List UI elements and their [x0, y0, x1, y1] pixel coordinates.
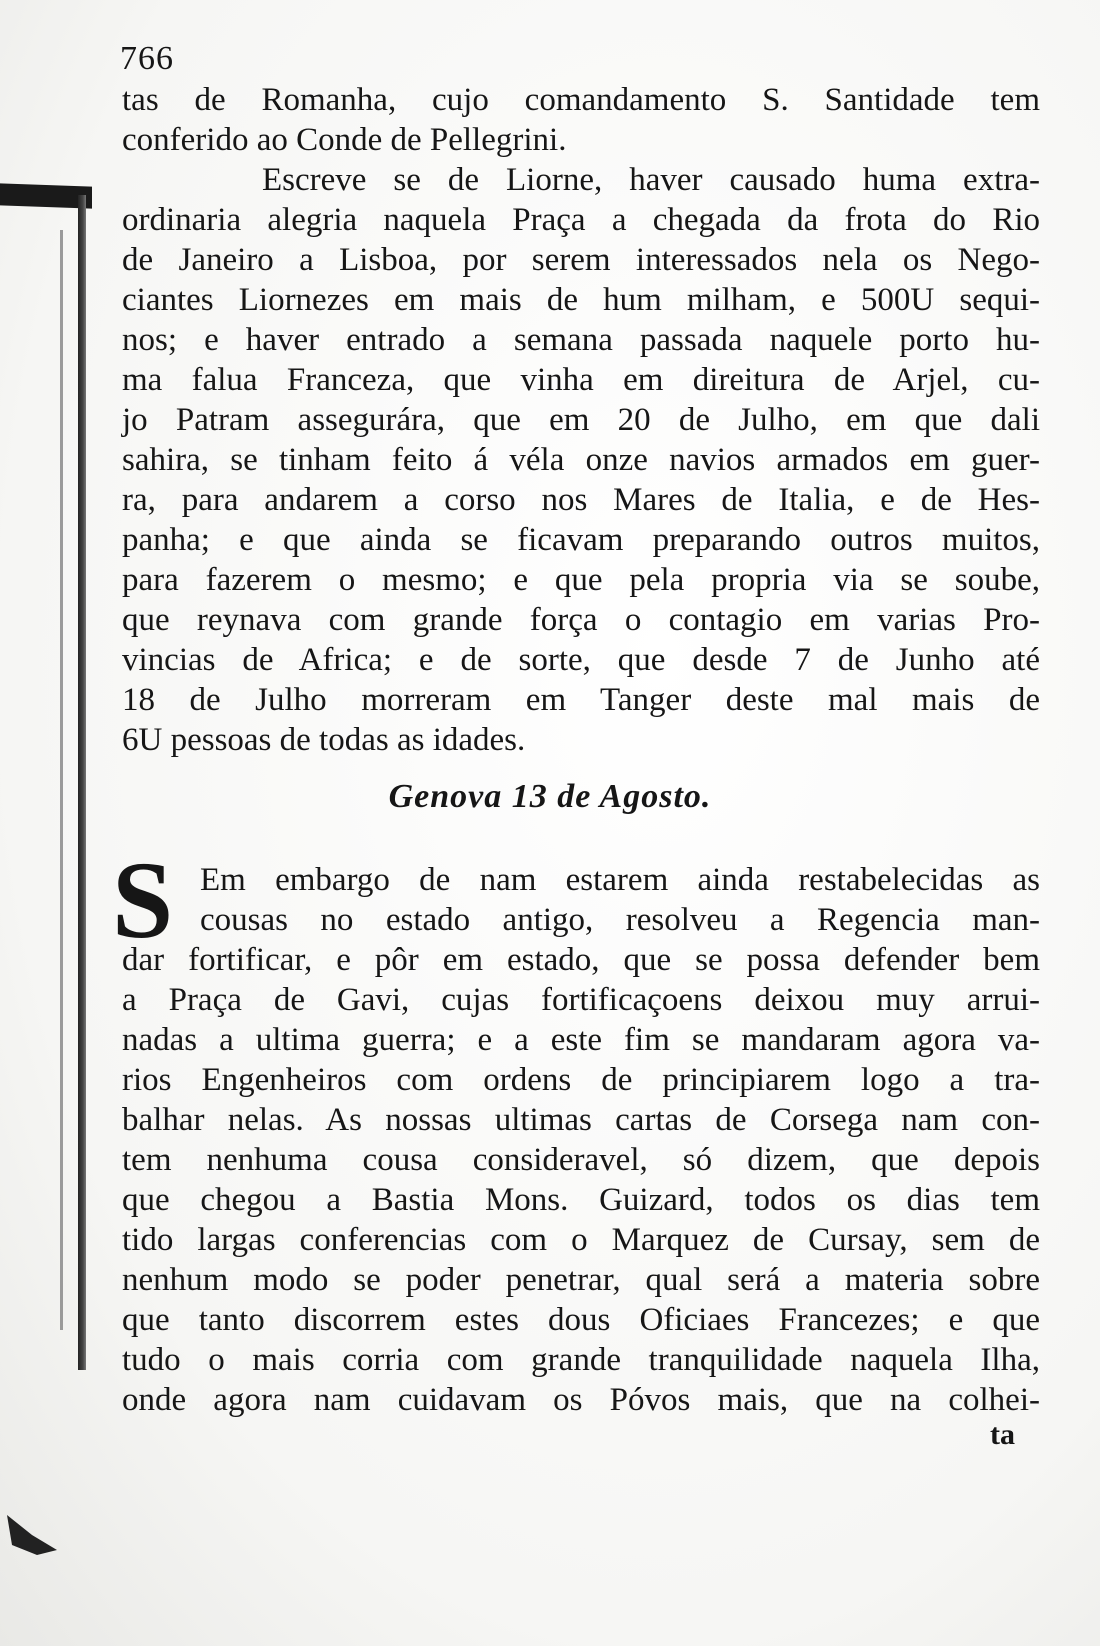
text-line: que reynava com grande força o contagio em varias Pro-: [122, 602, 1040, 638]
text-line: tudo o mais corria com grande tranquilidade naquela Ilha,: [122, 1342, 1040, 1378]
text-line: onde agora nam cuidavam os Póvos mais, que na colhei-: [122, 1382, 1040, 1418]
text-line: Em embargo de nam estarem ainda restabelecidas as: [200, 862, 1040, 898]
text-line: nadas a ultima guerra; e a este fim se mandaram agora va-: [122, 1022, 1040, 1058]
catchword: ta: [990, 1418, 1015, 1451]
text-line: 6U pessoas de todas as idades.: [122, 722, 526, 758]
text-line: que tanto discorrem estes dous Oficiaes Francezes; e que: [122, 1302, 1040, 1338]
text-line: Escreve se de Liorne, haver causado huma extra-: [262, 162, 1040, 198]
text-line: 18 de Julho morreram em Tanger deste mal mais de: [122, 682, 1040, 718]
text-line: a Praça de Gavi, cujas fortificaçoens deixou muy arrui-: [122, 982, 1040, 1018]
text-line: tas de Romanha, cujo comandamento S. Santidade tem: [122, 82, 1040, 118]
page-number: 766: [120, 40, 174, 77]
text-line: ciantes Liornezes em mais de hum milham, e 500U sequi-: [122, 282, 1040, 318]
text-line: tido largas conferencias com o Marquez de Cursay, sem de: [122, 1222, 1040, 1258]
text-line: de Janeiro a Lisboa, por serem interessados nela os Nego-: [122, 242, 1040, 278]
text-line: ra, para andarem a corso nos Mares de Italia, e de Hes-: [122, 482, 1040, 518]
text-line: panha; e que ainda se ficavam preparando outros muitos,: [122, 522, 1040, 558]
ink-blot-icon: [2, 1505, 72, 1565]
drop-cap: S: [112, 839, 174, 961]
text-line: sahira, se tinham feito á véla onze navios armados em guer-: [122, 442, 1040, 478]
text-line: nos; e haver entrado a semana passada naquele porto hu-: [122, 322, 1040, 358]
text-line: dar fortificar, e pôr em estado, que se possa defender bem: [122, 942, 1040, 978]
text-line: que chegou a Bastia Mons. Guizard, todos os dias tem: [122, 1182, 1040, 1218]
text-line: tem nenhuma cousa consideravel, só dizem, que depois: [122, 1142, 1040, 1178]
text-line: para fazerem o mesmo; e que pela propria via se soube,: [122, 562, 1040, 598]
text-line: vincias de Africa; e de sorte, que desde 7 de Junho até: [122, 642, 1040, 678]
text-line: conferido ao Conde de Pellegrini.: [122, 122, 567, 158]
text-line: nenhum modo se poder penetrar, qual será a materia sobre: [122, 1262, 1040, 1298]
text-line: ordinaria alegria naquela Praça a chegada da frota do Rio: [122, 202, 1040, 238]
section-heading: Genova 13 de Agosto.: [388, 778, 712, 815]
text-line: balhar nelas. As nossas ultimas cartas de Corsega nam con-: [122, 1102, 1040, 1138]
text-line: ma falua Franceza, que vinha em direitura de Arjel, cu-: [122, 362, 1040, 398]
text-line: jo Patram assegurára, que em 20 de Julho, em que dali: [122, 402, 1040, 438]
text-line: rios Engenheiros com ordens de principiarem logo a tra-: [122, 1062, 1040, 1098]
text-line: cousas no estado antigo, resolveu a Regencia man-: [200, 902, 1040, 938]
